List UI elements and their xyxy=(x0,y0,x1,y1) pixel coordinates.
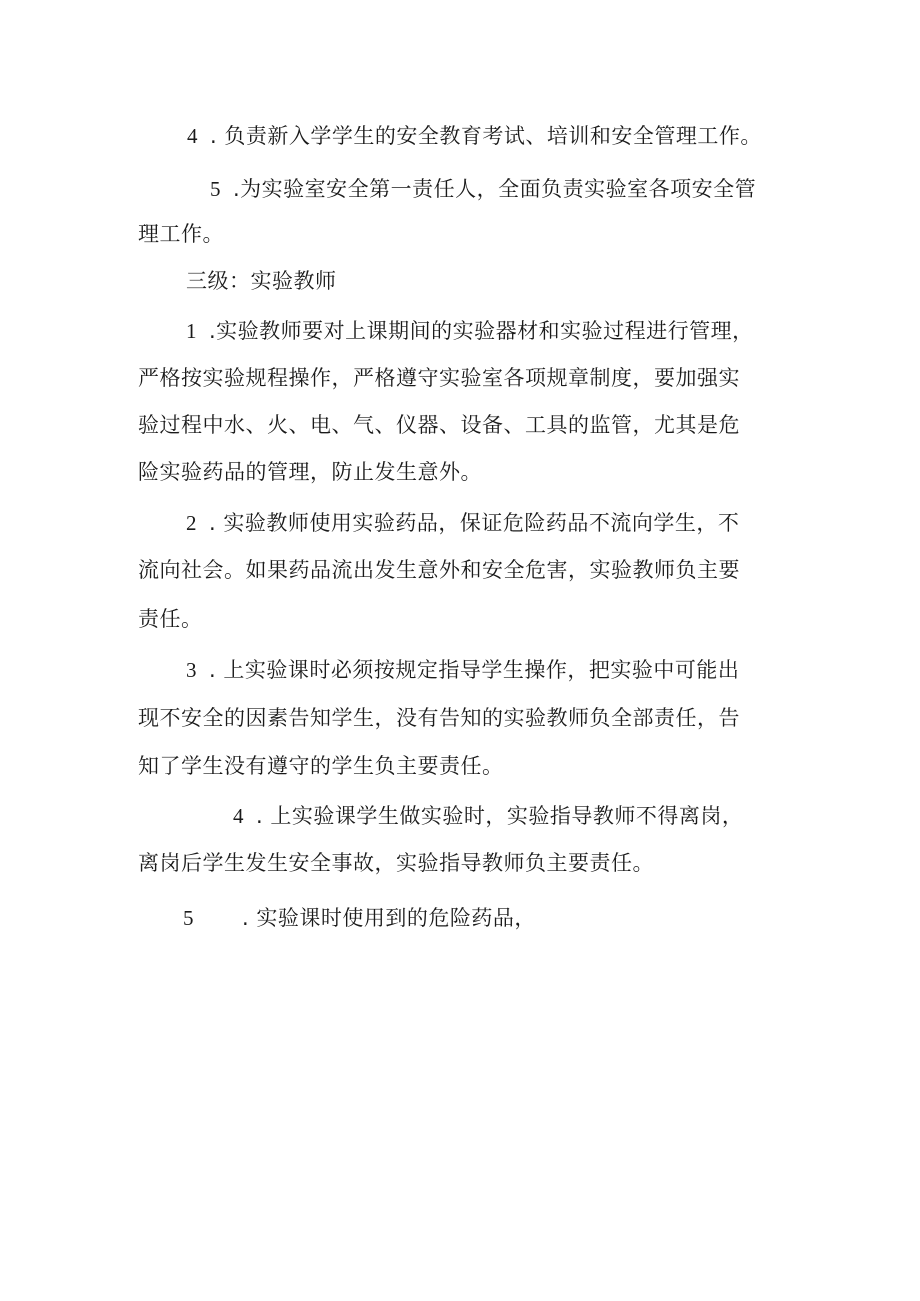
paragraph-line xyxy=(210,174,870,204)
line-text: 险实验药品的管理，防止发生意外。 xyxy=(138,460,482,484)
line-text: . 上实验课学生做实验时，实验指导教师不得离岗， xyxy=(256,804,744,828)
paragraph-line xyxy=(138,457,798,487)
line-text: 验过程中水、火、电、气、仪器、设备、工具的监管，尤其是危 xyxy=(138,413,740,437)
line-text: 知了学生没有遵守的学生负主要责任。 xyxy=(138,754,504,778)
line-text: . 负责新入学学生的安全教育考试、培训和安全管理工作。 xyxy=(210,124,762,148)
paragraph-line xyxy=(138,751,798,781)
item-number: 5 xyxy=(183,906,194,930)
item-number: 2 xyxy=(186,511,197,535)
line-text: .实验教师要对上课期间的实验器材和实验过程进行管理， xyxy=(209,319,754,343)
paragraph-line xyxy=(138,555,798,585)
paragraph-line xyxy=(186,508,846,538)
paragraph-line xyxy=(186,655,846,685)
line-text: 离岗后学生发生安全事故，实验指导教师负主要责任。 xyxy=(138,851,654,875)
paragraph-line xyxy=(138,219,798,249)
paragraph-line xyxy=(138,410,798,440)
paragraph-line xyxy=(138,604,798,634)
line-text: 理工作。 xyxy=(138,222,224,246)
paragraph-line xyxy=(187,121,847,151)
paragraph-line xyxy=(138,363,798,393)
line-text: . 实验教师使用实验药品，保证危险药品不流向学生，不 xyxy=(209,511,740,535)
paragraph-line xyxy=(138,703,798,733)
item-number: 3 xyxy=(186,658,197,682)
paragraph-line xyxy=(138,848,798,878)
item-number: 4 xyxy=(187,124,198,148)
paragraph-line xyxy=(183,903,843,933)
line-text: 流向社会。如果药品流出发生意外和安全危害，实验教师负主要 xyxy=(138,558,740,582)
item-number: 5 xyxy=(210,177,221,201)
line-text: 现不安全的因素告知学生，没有告知的实验教师负全部责任，告 xyxy=(138,706,740,730)
line-text: . 上实验课时必须按规定指导学生操作，把实验中可能出 xyxy=(209,658,740,682)
section-heading: 三级：实验教师 xyxy=(186,269,337,293)
line-text: 严格按实验规程操作，严格遵守实验室各项规章制度，要加强实 xyxy=(138,366,740,390)
item-number: 4 xyxy=(233,804,244,828)
line-text: . 实验课时使用到的危险药品， xyxy=(242,906,536,930)
paragraph-line xyxy=(186,316,846,346)
line-text: 责任。 xyxy=(138,607,203,631)
paragraph-line xyxy=(233,801,893,831)
line-text: .为实验室安全第一责任人，全面负责实验室各项安全管 xyxy=(233,177,757,201)
item-number: 1 xyxy=(186,319,197,343)
